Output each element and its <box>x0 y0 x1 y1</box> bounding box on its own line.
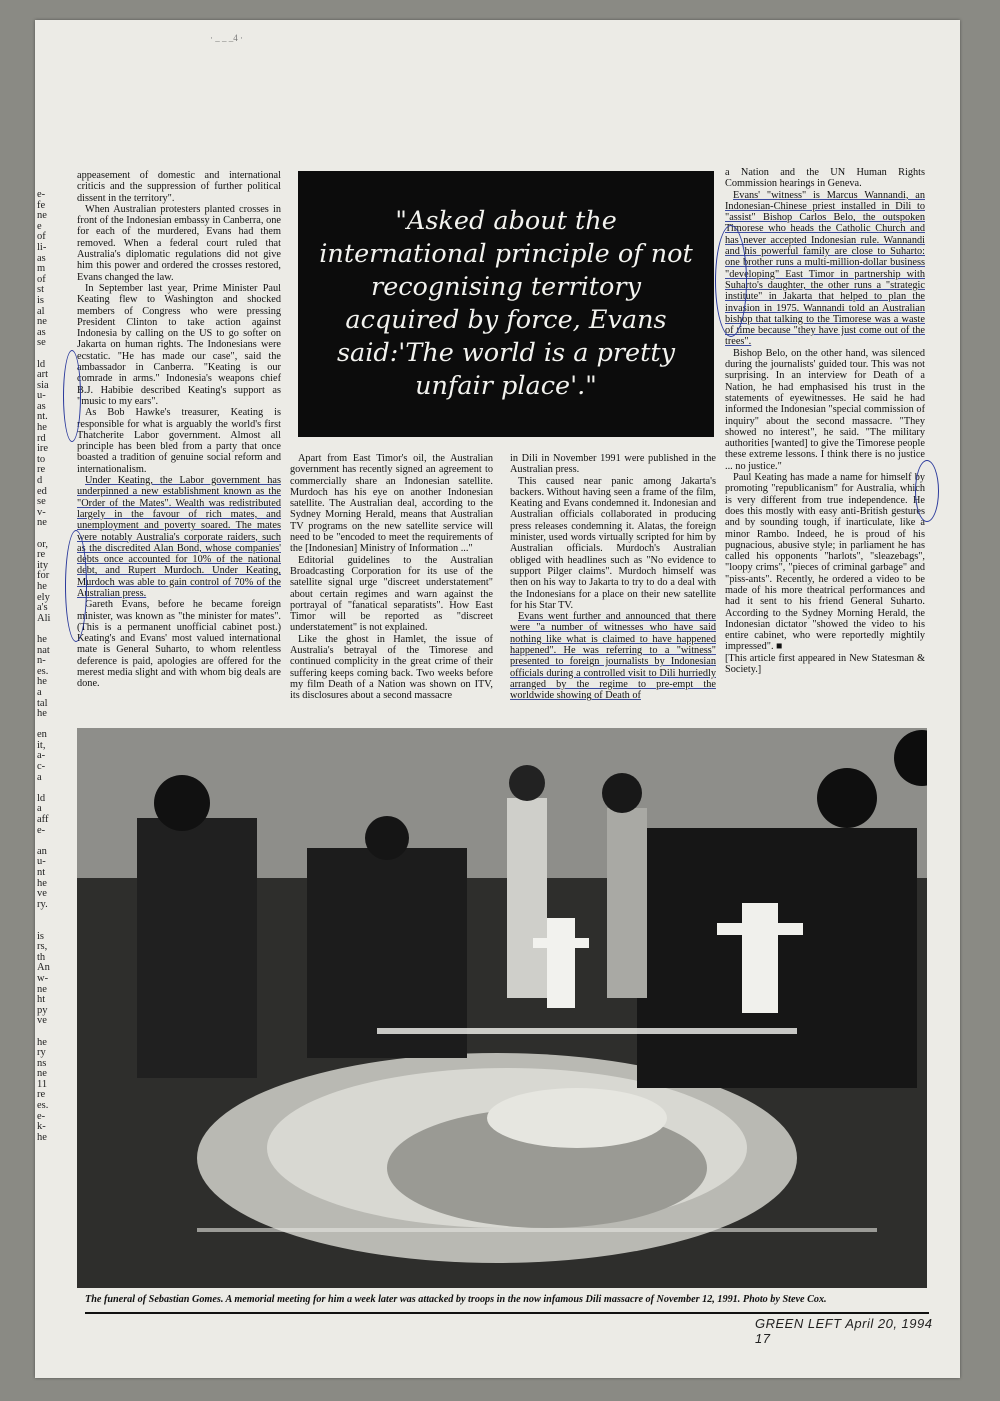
paragraph-attribution: [This article first appeared in New Statesman & Society.] <box>725 652 925 676</box>
article-column-4 <box>725 167 925 675</box>
paragraph: in Dili in November 1991 were published in the Australian press. <box>510 453 716 476</box>
paragraph: When Australian protesters planted crosses in front of the Indonesian embassy in Canberra, one for each of the murdered, Evans had them removed. When a federal court ruled that Australia's diplomatic regulations did not give him this power and ordered the crosses restored, Evans changed the law. <box>77 203 281 283</box>
paragraph: Editorial guidelines to the Australian Broadcasting Corporation for its use of the satellite signal urge "discreet understatement" about certain regimes and warn against the portrayal of "fanatical separatists". How East Timor will be reported as "discreet understatement" is not explained. <box>290 554 493 634</box>
paragraph: This caused near panic among Jakarta's backers. Without having seen a frame of the film, Keating and Evans condemned it. Indonesian and Australian officials collaborated in producing press releases condemning it. Alatas, the foreign minister, used words virtually scripted for him by Australian officials. Murdoch's Australian obliged with headlines such as "No evidence to support Pilger claims". Murdoch himself was then on his way to Jakarta to try to do a deal with the Indonesians for a place on their new satellite for his Star TV. <box>510 475 716 611</box>
funeral-photo-graphic <box>77 728 927 1288</box>
paragraph: appeasement of domestic and international criticis and the suppression of further political dissent in the territory". <box>77 170 281 204</box>
pen-margin-bracket <box>65 530 87 642</box>
paragraph: As Bob Hawke's treasurer, Keating is responsible for what is arguably the world's first Thatcherite Labor government. Almost all principle has been bled from a party that once boasted a tradition of genuine social reform and internationalism. <box>77 407 281 475</box>
page-footer: GREEN LEFT April 20, 1994 17 <box>755 1316 933 1346</box>
footer-rule <box>85 1312 929 1314</box>
funeral-photo <box>77 728 927 1288</box>
paragraph: Bishop Belo, on the other hand, was silenced during the journalists' guided tour. This was not surprising. In an interview for Death of a Nation, he had emphasised his trust in the statements of eyewitnesses. He said he had informed the Indonesian "special commission of inquiry" about the second massacre. "They showed no interest", he said. "The military authorities [wanted] to give the Timorese people these extreme lessons. I think there is no justice ... no justice." <box>725 347 925 472</box>
pen-margin-bracket <box>915 460 939 522</box>
article-column-2 <box>290 453 493 702</box>
article-column-3 <box>510 453 716 702</box>
page-top-mark: · _ _ _4 · <box>210 33 243 43</box>
pen-margin-bracket <box>715 225 747 337</box>
newspaper-page <box>35 20 960 1378</box>
paragraph: Apart from East Timor's oil, the Australian government has recently signed an agreement to commercially share an Indonesian satellite. Murdoch has his eye on another Indonesian satellite. The Australian deal, according to the Sydney Morning Herald, means that Australian TV programs on the new satellite service will need to be "encoded to meet the requirements of the [Indonesian] Ministry of Information ..." <box>290 453 493 555</box>
paragraph: Like the ghost in Hamlet, the issue of Australia's betrayal of the Timorese and continued complicity in the great crime of their suffering keeps coming back. Two weeks before my film Death of a Nation was shown on ITV, its disclosures about a second massacre <box>290 633 493 702</box>
paragraph: a Nation and the UN Human Rights Commission hearings in Geneva. <box>725 167 925 190</box>
adjacent-page-edge-text: e- fe ne e of li- as m of st is al ne as se ld art sia u- as nt. he rd ire to re d ed se v- ne or, re ity for he ely a's Ali he nat n- es. he a tal he en it, a- c- a ld a aff e- an u- nt he ve ry. is rs, th An w- ne ht py ve he ry ns ne 11 re es. e- k- he <box>37 190 51 1143</box>
paragraph-underlined: Evans' "witness" is Marcus Wannandi, an Indonesian-Chinese priest installed in Dili to "assist" Bishop Carlos Belo, the outspoken Timorese who heads the Catholic Church and has never accepted Indonesian rule. Wannandi and his powerful family are close to Suharto: one brother runs a multi-million-dollar business "developing" East Timor in partnership with Suharto's daughter, the other runs a "strategic institute" in Jakarta that helped to plan the invasion in 1975. Wannandi told an Australian bishop that talking to the Timorese was a waste of time because "they have just come out of the trees". <box>725 189 925 348</box>
paragraph: Paul Keating has made a name for himself by promoting "republicanism" for Australia, which is very different from true independence. He does this mostly with easy anti-British gestures and by sounding tough, if inarticulate, like a minor Rambo. Indeed, he is proud of his pugnacious, abusive style; in parliament he has called his opponents "harlots", "sleazebags", "loopy crims", "pieces of criminal garbage" and "piss-ants". Recently, he ordered a video to be made of his more theatrical performances and had it sent to his friend General Suharto. According to the Sydney Morning Herald, the Indonesian dictator "showed the video to his entire cabinet, who were reportedly mightily impressed". ■ <box>725 472 925 653</box>
paragraph: In September last year, Prime Minister Paul Keating flew to Washington and shocked members of Congress who were pressing President Clinton to take action against Indonesia by calling on the US to go softer on Jakarta on human rights. The Indonesians were ecstatic. "He has made our case", said the ambassador in Canberra. "Keating is our comrade in arms." Indonesia's weapons chief B.J. Habibie described Keating's support as "music to my ears". <box>77 282 281 407</box>
photo-caption: The funeral of Sebastian Gomes. A memorial meeting for him a week later was attacked by troops in the now infamous Dili massacre of November 12, 1991. Photo by Steve Cox. <box>85 1294 827 1305</box>
paragraph-underlined: Under Keating, the Labor government has underpinned a new establishment known as the "Order of the Mates". Wealth was redistributed largely in the favour of rich mates, and unemployment and poverty soared. The mates were notably Australia's corporate raiders, such as the discredited Alan Bond, whose companies' debts once accounted for 10% of the national debt, and Rupert Murdoch. Under Keating, Murdoch was able to gain control of 70% of the Australian press. <box>77 475 281 599</box>
pen-margin-bracket <box>63 350 81 442</box>
pull-quote-box: "Asked about the international principle of not recognising territory acquired by force, Evans said:'The world is a pretty unfair place'." <box>298 171 714 437</box>
article-column-1 <box>77 170 281 690</box>
paragraph: Gareth Evans, before he became foreign minister, was known as "the minister for mates". (This is a permanent unofficial cabinet post.) Keating's and Evans' most valued international mate is General Suharto, to whom relentless deference is paid, apologies are offered for the merest media slight and with whom big deals are done. <box>77 599 281 690</box>
paragraph-underlined: Evans went further and announced that there were "a number of witnesses who have said nothing like what is claimed to have happened happened". He was referring to a "witness" presented to foreign journalists by Indonesian officials during a controlled visit to Dili hurriedly arranged by the regime to pre-empt the worldwide showing of Death of <box>510 611 716 702</box>
